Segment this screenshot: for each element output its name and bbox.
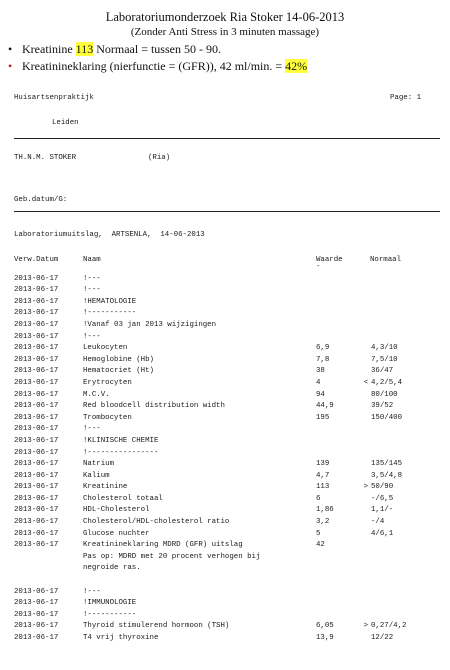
row-test-name: !---------------- [83,448,159,457]
row-value: 195 [316,413,330,422]
table-row [14,401,444,413]
row-flag: > [363,483,368,492]
row-test-name: Kreatinine [83,483,128,492]
row-date: 2013-06-17 [14,274,59,283]
row-test-name: Cholesterol totaal [83,494,163,503]
row-normal-range: 135/145 [371,460,403,469]
highlighted-value: 42% [285,59,308,73]
row-date: 2013-06-17 [14,471,59,480]
scanned-lab-report [0,86,450,670]
report-title: Laboratoriumonderzoek Ria Stoker 14-06-2013 [105,10,345,24]
row-test-name: Thyroid stimulerend hormoon (TSH) [83,622,230,631]
row-value: 113 [316,483,330,492]
row-value: 6 [316,494,321,503]
row-test-name: Glucose nuchter [83,529,150,538]
row-value: 3,2 [316,518,330,527]
bullet-text: Kreatinineklaring (nierfunctie = (GFR)), 42 ml/min. = [22,59,286,73]
table-row [14,471,444,483]
row-test-name: Pas op: MDRD met 20 procent verhogen bij [83,552,261,561]
row-value: 5 [316,529,321,538]
table-row [14,448,444,460]
patient-name: TH.N.M. STOKER [14,154,77,162]
row-test-name: !----------- [83,610,137,619]
row-date: 2013-06-17 [14,494,59,503]
column-date: Verw.Datum [14,256,59,264]
table-row [14,494,444,506]
table-row [14,459,444,471]
row-normal-range: 0,27/4,2 [371,622,407,631]
table-row [14,529,444,541]
row-date: 2013-06-17 [14,541,59,550]
table-row [14,587,444,599]
row-date: 2013-06-17 [14,413,59,422]
row-test-name: !--- [83,425,101,434]
row-value: 44,9 [316,402,334,411]
row-date: 2013-06-17 [14,610,59,619]
row-date: 2013-06-17 [14,622,59,631]
bullet-text: Kreatinine [22,42,76,56]
table-row [14,332,444,344]
row-test-name: !HEMATOLOGIE [83,297,137,306]
row-test-name: Natrium [83,460,115,469]
table-row [14,390,444,402]
table-row [14,563,444,575]
summary-bullets [8,41,448,75]
row-normal-range: 4,3/10 [371,344,398,353]
row-date: 2013-06-17 [14,320,59,329]
row-test-name: M.C.V. [83,390,110,399]
row-date: 2013-06-17 [14,402,59,411]
table-row [14,274,444,286]
practice-name: Huisartsenpraktijk [14,94,94,102]
row-test-name: Red bloodcell distribution width [83,402,225,411]
row-test-name: Hemoglobine (Hb) [83,355,154,364]
row-test-name: Leukocyten [83,344,128,353]
table-row [14,633,444,645]
report-subtitle: (Zonder Anti Stress in 3 minuten massage) [130,26,320,38]
row-normal-range: 36/47 [371,367,394,376]
column-value: Waarde [316,256,343,264]
row-test-name: Kalium [83,471,110,480]
table-row [14,297,444,309]
row-value: 4,7 [316,471,330,480]
row-flag: < [363,378,368,387]
row-flag: > [363,622,368,631]
row-date: 2013-06-17 [14,355,59,364]
row-value: 38 [316,367,325,376]
table-row [14,355,444,367]
row-date: 2013-06-17 [14,332,59,341]
table-row [14,320,444,332]
row-normal-range: 3,5/4,8 [371,471,403,480]
divider [14,211,440,212]
row-normal-range: 12/22 [371,634,394,642]
table-row [14,621,444,633]
bullet-dot-icon: • [8,59,13,73]
row-test-name: !--- [83,286,101,295]
row-date: 2013-06-17 [14,390,59,399]
table-row [14,552,444,564]
results-table [14,262,444,645]
table-row [14,482,444,494]
row-value: 7,8 [316,355,330,364]
row-date: 2013-06-17 [14,483,59,492]
report-header [0,10,450,39]
row-date: 2013-06-17 [14,506,59,515]
table-row [14,610,444,622]
row-test-name: !KLINISCHE CHEMIE [83,436,159,445]
row-value: 1,86 [316,506,334,515]
divider [14,138,440,139]
row-value: 6,9 [316,344,330,353]
row-date: 2013-06-17 [14,634,59,642]
row-value: 94 [316,390,325,399]
row-test-name: !--- [83,587,101,596]
bullet-kreatinineklaring [8,58,448,75]
row-date: 2013-06-17 [14,460,59,469]
table-row [14,505,444,517]
table-row [14,378,444,390]
row-normal-range: -/6,5 [371,494,394,503]
bullet-kreatinine [8,41,448,58]
row-date: 2013-06-17 [14,599,59,608]
row-date: 2013-06-17 [14,448,59,457]
column-name: Naam [83,256,101,264]
row-test-name: HDL-Cholesterol [83,506,150,515]
highlighted-value: 113 [75,42,94,56]
practice-city: Leiden [52,119,79,127]
row-test-name: !--- [83,274,101,283]
row-normal-range: 4/6,1 [371,529,394,538]
row-normal-range: 39/52 [371,402,394,411]
row-value: 6,05 [316,622,334,631]
row-normal-range: 50/90 [371,483,394,492]
row-value: 4 [316,378,321,387]
row-value: 13,9 [316,634,334,642]
table-row [14,343,444,355]
row-test-name: Hematocriet (Ht) [83,367,154,376]
birth-date-label: Geb.datum/G: [14,196,68,204]
table-row [14,413,444,425]
row-value: - [316,263,321,271]
row-date: 2013-06-17 [14,436,59,445]
table-row [14,366,444,378]
row-normal-range: 80/100 [371,390,398,399]
row-test-name: !IMMUNOLOGIE [83,599,137,608]
row-date: 2013-06-17 [14,378,59,387]
table-row [14,517,444,529]
row-test-name: Cholesterol/HDL-cholesterol ratio [83,518,230,527]
table-row [14,424,444,436]
row-date: 2013-06-17 [14,309,59,318]
row-date: 2013-06-17 [14,286,59,295]
table-row [14,308,444,320]
table-row [14,598,444,610]
table-row [14,540,444,552]
table-row [14,262,444,274]
row-test-name: T4 vrij thyroxine [83,634,159,642]
row-test-name: Erytrocyten [83,378,132,387]
bullet-dot-icon: • [8,42,13,56]
row-test-name: !----------- [83,309,137,318]
table-row [14,436,444,448]
row-test-name: !Vanaf 03 jan 2013 wijzigingen [83,320,217,329]
row-test-name: Kreatinineklaring MDRD (GFR) uitslag [83,541,243,550]
row-normal-range: 150/400 [371,413,403,422]
row-date: 2013-06-17 [14,344,59,353]
row-date: 2013-06-17 [14,529,59,538]
column-normal: Normaal [370,256,402,264]
row-test-name: negroide ras. [83,564,141,573]
row-normal-range: 4,2/5,4 [371,378,403,387]
lab-header: Laboratoriumuitslag, ARTSENLA, 14-06-2013 [14,231,205,239]
patient-first-name: (Ria) [148,154,171,162]
row-date: 2013-06-17 [14,297,59,306]
table-row [14,575,444,587]
row-date: 2013-06-17 [14,518,59,527]
row-date: 2013-06-17 [14,425,59,434]
row-test-name: Trombocyten [83,413,132,422]
row-normal-range: 1,1/- [371,506,394,515]
page-number: Page: 1 [390,94,422,102]
row-date: 2013-06-17 [14,367,59,376]
row-value: 139 [316,460,330,469]
table-row [14,285,444,297]
row-normal-range: -/4 [371,518,385,527]
row-value: 42 [316,541,325,550]
row-date: 2013-06-17 [14,587,59,596]
row-test-name: !--- [83,332,101,341]
bullet-text-suffix: Normaal = tussen 50 - 90. [93,42,221,56]
row-normal-range: 7,5/10 [371,355,398,364]
